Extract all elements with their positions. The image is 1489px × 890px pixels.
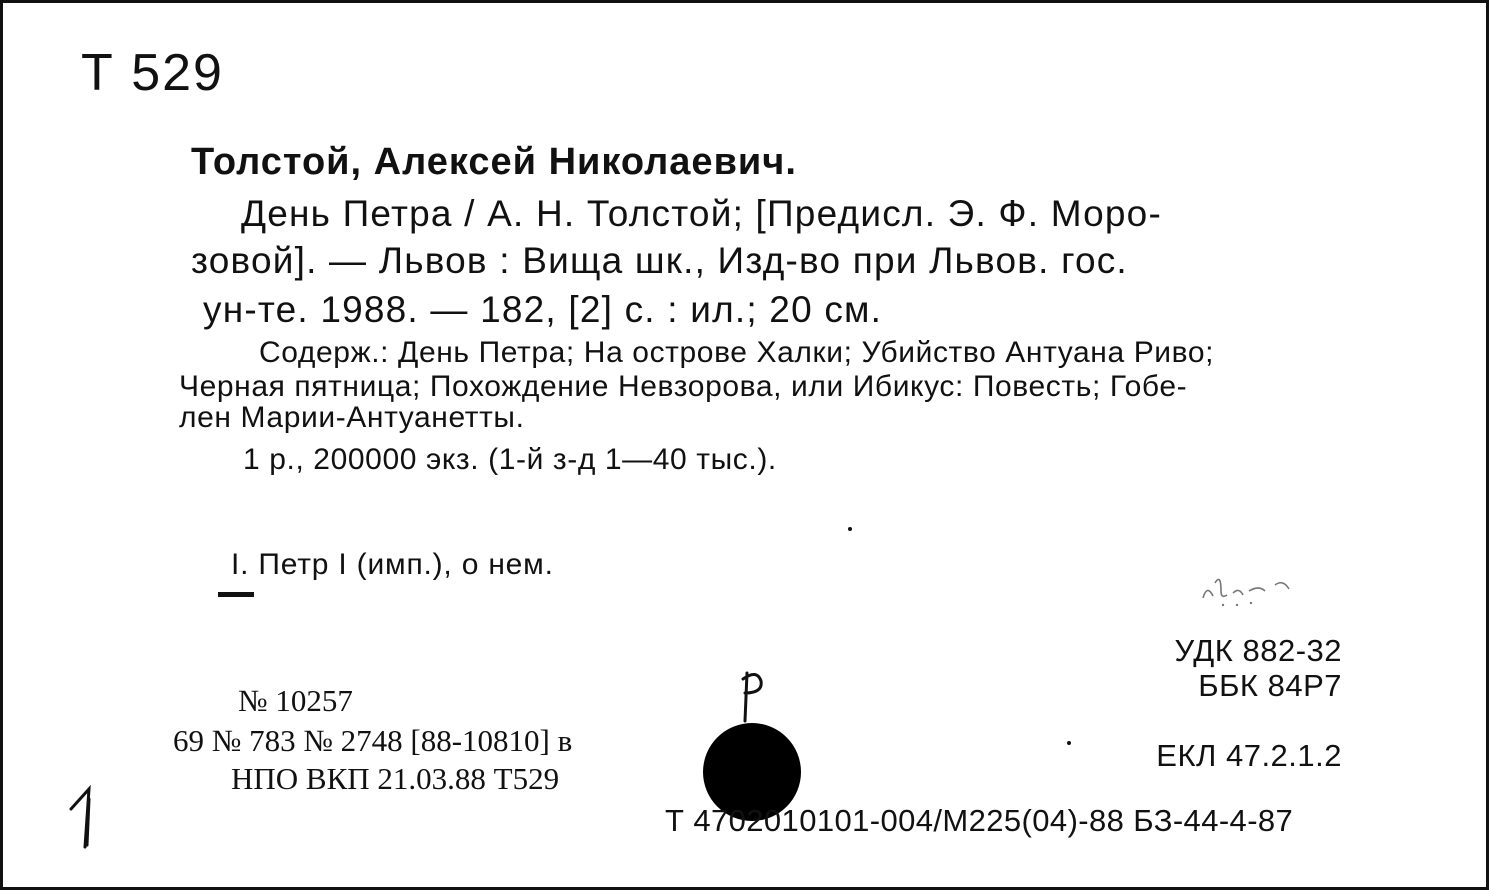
print-info-line: 69 № 783 № 2748 [88-10810] в xyxy=(173,723,573,758)
handwritten-p-mark xyxy=(733,665,773,725)
bibliographic-line: ун-те. 1988. — 182, [2] с. : ил.; 20 см. xyxy=(203,289,883,330)
ink-dot xyxy=(848,527,852,531)
price-line: 1 р., 200000 экз. (1-й з-д 1—40 тыс.). xyxy=(243,443,777,476)
handwritten-number-mark xyxy=(65,785,105,855)
contents-note-line: Содерж.: День Петра; На острове Халки; Убийство Антуана Риво; xyxy=(259,336,1215,369)
index-line: Т 4702010101-004/М225(04)-88 БЗ-44-4-87 xyxy=(665,803,1294,838)
dash-mark xyxy=(218,592,254,597)
contents-note-line: Черная пятница; Похождение Невзорова, или Ибикус: Повесть; Гобе- xyxy=(179,370,1188,403)
call-number: Т 529 xyxy=(81,44,224,102)
print-info-line: НПО ВКП 21.03.88 Т529 xyxy=(231,761,560,796)
bbk-code: ББК 84Р7 xyxy=(1198,668,1342,703)
ink-dot xyxy=(1067,741,1071,745)
subject-heading: I. Петр I (имп.), о нем. xyxy=(231,548,554,581)
author-heading: Толстой, Алексей Николаевич. xyxy=(191,141,797,183)
bibliographic-line: зовой]. — Львов : Вища шк., Изд-во при Львов. гос. xyxy=(191,240,1128,281)
contents-note-line: лен Марии-Антуанетты. xyxy=(179,401,525,434)
udk-code: УДК 882-32 xyxy=(1174,633,1342,668)
pencil-scribble xyxy=(1193,563,1303,613)
ekl-code: ЕКЛ 47.2.1.2 xyxy=(1156,738,1342,773)
bibliographic-line: День Петра / А. Н. Толстой; [Предисл. Э. Ф. Моро- xyxy=(241,193,1162,234)
order-number: № 10257 xyxy=(238,683,353,718)
